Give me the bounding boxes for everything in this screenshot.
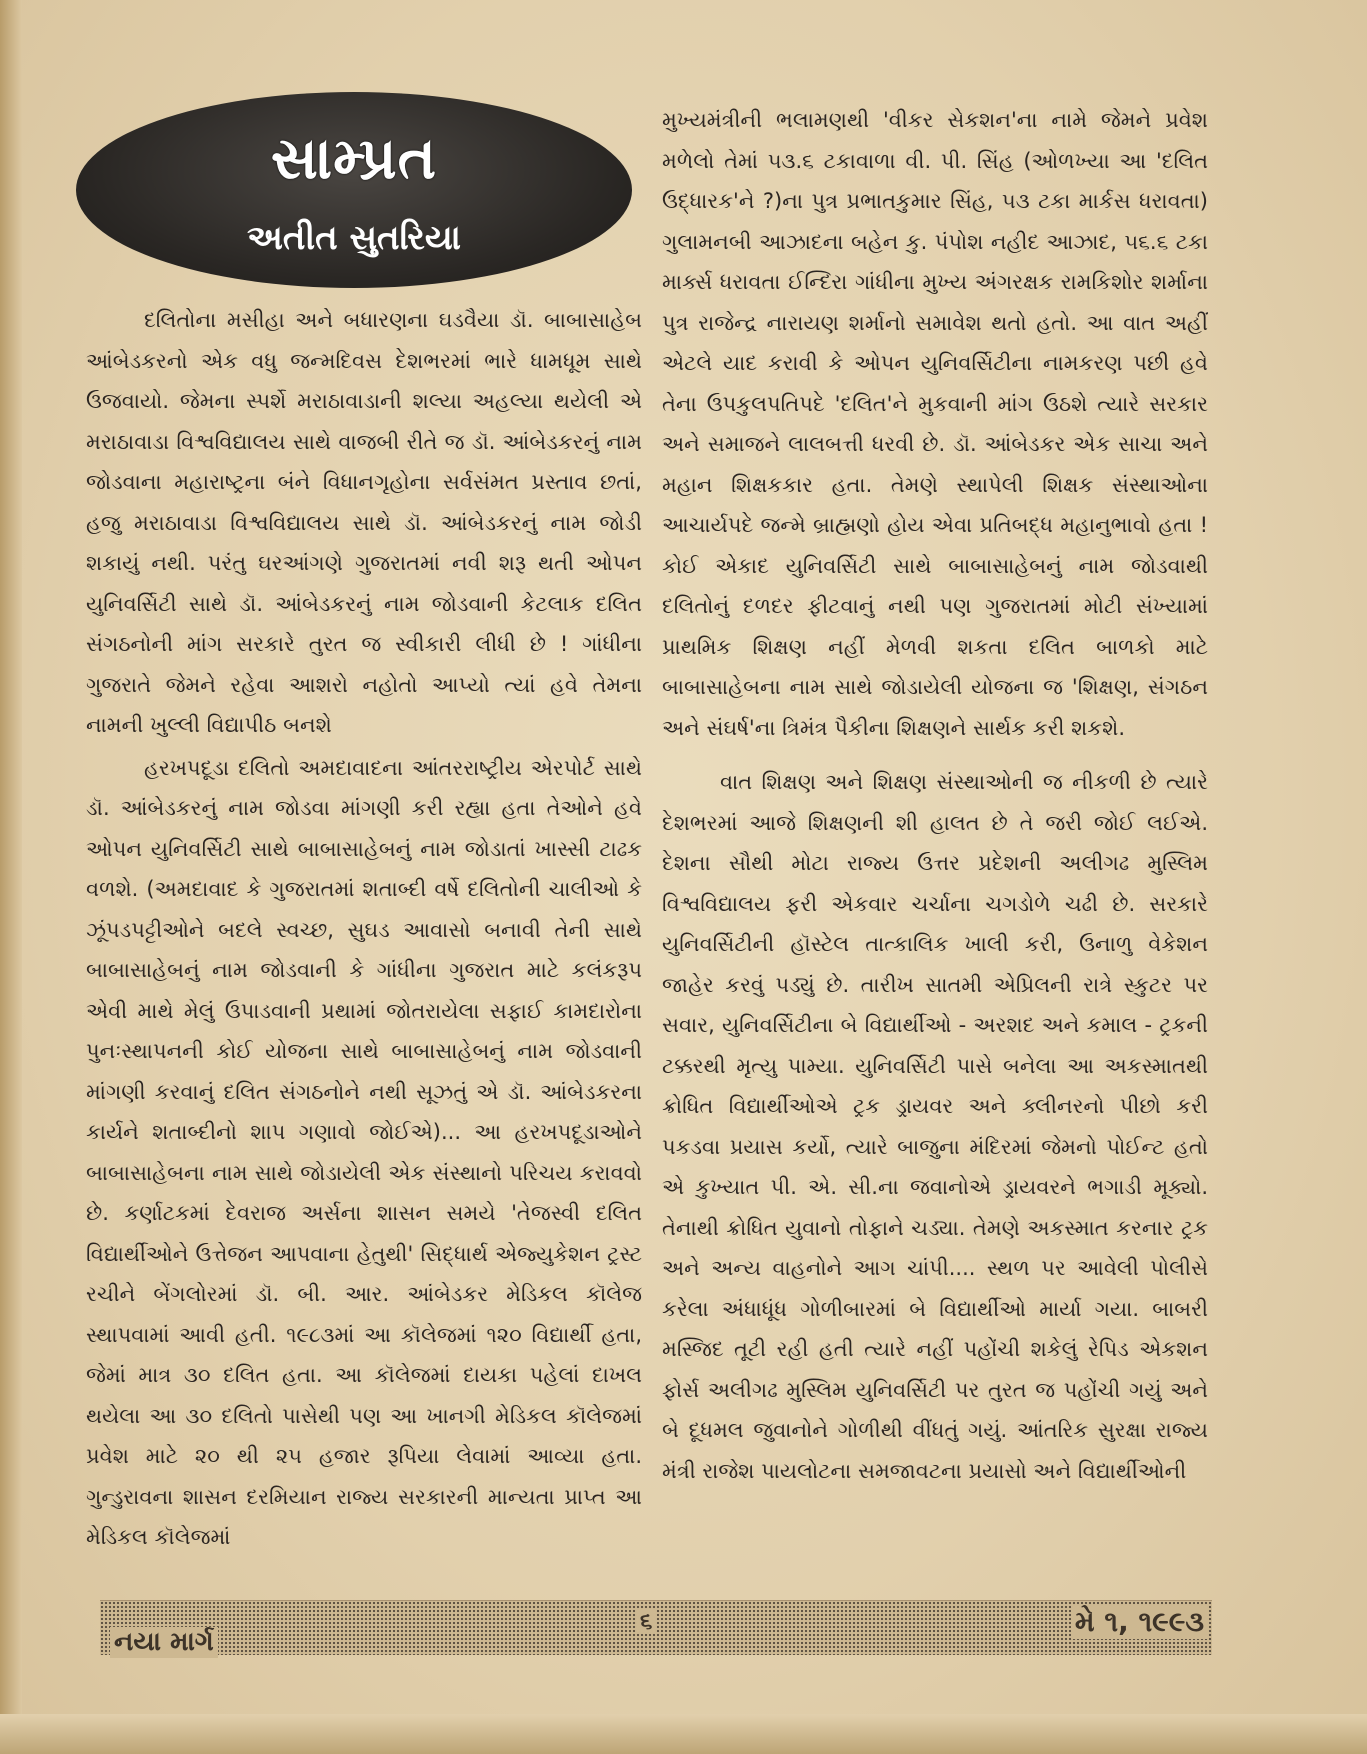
issue-date: મે ૧, ૧૯૯૩: [1071, 1605, 1208, 1639]
column-title: સામ્પ્રત: [270, 124, 438, 192]
column-header-badge: [76, 92, 632, 288]
page-edge-bottom: [0, 1714, 1367, 1754]
paragraph: વાત શિક્ષણ અને શિક્ષણ સંસ્થાઓની જ નીકળી છે ત્યારે દેશભરમાં આજે શિક્ષણની શી હાલત છે તે જરી જોઈ લઈએ. દેશના સૌથી મોટા રાજ્ય ઉત્તર પ્રદેશની અલીગઢ મુસ્લિમ વિશ્વવિદ્યાલય ફરી એકવાર ચર્ચાના ચગડોળે ચઢી છે. સરકારે યુનિવર્સિટીની હૉસ્ટેલ તાત્કાલિક ખાલી કરી, ઉનાળુ વેકેશન જાહેર કરવું પડ્યું છે. તારીખ સાતમી એપ્રિલની રાત્રે સ્કુટર પર સવાર, યુનિવર્સિટીના બે વિદ્યાર્થીઓ - અરશદ અને કમાલ - ટ્રકની ટક્કરથી મૃત્યુ પામ્યા. યુનિવર્સિટી પાસે બનેલા આ અકસ્માતથી ક્રોધિત વિદ્યાર્થીઓએ ટ્રક ડ્રાયવર અને ક્લીનરનો પીછો કરી પકડવા પ્રયાસ કર્યો, ત્યારે બાજુના મંદિરમાં જેમનો પોઈન્ટ હતો એ કુખ્યાત પી. એ. સી.ના જવાનોએ ડ્રાયવરને ભગાડી મૂક્યો. તેનાથી ક્રોધિત યુવાનો તોફાને ચડ્યા. તેમણે અકસ્માત કરનાર ટ્રક અને અન્ય વાહનોને આગ ચાંપી.... સ્થળ પર આવેલી પોલીસે કરેલા અંધાધૂંધ ગોળીબારમાં બે વિદ્યાર્થીઓ માર્યા ગયા. બાબરી મસ્જિદ તૂટી રહી હતી ત્યારે નહીં પહોંચી શકેલું રેપિડ એકશન ફોર્સ અલીગઢ મુસ્લિમ યુનિવર્સિટી પર તુરત જ પહોંચી ગયું અને બે દૂધમલ જુવાનોને ગોળીથી વીંધતું ગયું. આંતરિક સુરક્ષા રાજ્ય મંત્રી રાજેશ પાયલોટના સમજાવટના પ્રયાસો અને વિદ્યાર્થીઓની: [662, 770, 1208, 1483]
paragraph: દલિતોના મસીહા અને બધારણના ઘડવૈયા ડૉ. બાબાસાહેબ આંબેડકરનો એક વધુ જન્મદિવસ દેશભરમાં ભારે ધામધૂમ સાથે ઉજવાયો. જેમના સ્પર્શે મરાઠાવાડાની શલ્યા અહલ્યા થયેલી એ મરાઠાવાડા વિશ્વવિદ્યાલય સાથે વાજબી રીતે જ ડૉ. આંબેડકરનું નામ જોડવાના મહારાષ્ટ્રના બંને વિધાનગૃહોના સર્વસંમત પ્રસ્તાવ છતાં, હજુ મરાઠાવાડા વિશ્વવિદ્યાલય સાથે ડૉ. આંબેડકરનું નામ જોડી શકાયું નથી. પરંતુ ઘરઆંગણે ગુજરાતમાં નવી શરૂ થતી ઓપન યુનિવર્સિટી સાથે ડૉ. આંબેડકરનું નામ જોડવાની કેટલાક દલિત સંગઠનોની માંગ સરકારે તુરત જ સ્વીકારી લીધી છે ! ગાંધીના ગુજરાતે જેમને રહેવા આશરો નહોતો આપ્યો ત્યાં હવે તેમના નામની ખુલ્લી વિદ્યાપીઠ બનશે: [86, 308, 642, 737]
page-number: ૬: [636, 1609, 656, 1634]
left-column: [86, 300, 642, 1558]
paragraph: હરખપદૂડા દલિતો અમદાવાદના આંતરરાષ્ટ્રીય એરપોર્ટ સાથે ડૉ. આંબેડકરનું નામ જોડવા માંગણી કરી રહ્યા હતા તેઓને હવે ઓપન યુનિવર્સિટી સાથે બાબાસાહેબનું નામ જોડાતાં ખાસ્સી ટાઢક વળશે. (અમદાવાદ કે ગુજરાતમાં શતાબ્દી વર્ષે દલિતોની ચાલીઓ કે ઝૂંપડપટ્ટીઓને બદલે સ્વચ્છ, સુઘડ આવાસો બનાવી તેની સાથે બાબાસાહેબનું નામ જોડવાની કે ગાંધીના ગુજરાત માટે કલંકરૂપ એવી માથે મેલું ઉપાડવાની પ્રથામાં જોતરાયેલા સફાઈ કામદારોના પુનઃસ્થાપનની કોઈ યોજના સાથે બાબાસાહેબનું નામ જોડવાની માંગણી કરવાનું દલિત સંગઠનોને નથી સૂઝતું એ ડૉ. આંબેડકરના કાર્યને શતાબ્દીનો શાપ ગણાવો જોઈએ)... આ હરખપદૂડાઓને બાબાસાહેબના નામ સાથે જોડાયેલી એક સંસ્થાનો પરિચય કરાવવો છે. કર્ણાટકમાં દેવરાજ અર્સના શાસન સમયે 'તેજસ્વી દલિત વિદ્યાર્થીઓને ઉત્તેજન આપવાના હેતુથી' સિદ્ધાર્થ એજ્યુકેશન ટ્રસ્ટ રચીને બેંગલોરમાં ડૉ. બી. આર. આંબેડકર મેડિકલ કૉલેજ સ્થાપવામાં આવી હતી. ૧૯૮૩માં આ કૉલેજમાં ૧૨૦ વિદ્યાર્થી હતા, જેમાં માત્ર ૩૦ દલિત હતા. આ કૉલેજમાં દાયકા પહેલાં દાખલ થયેલા આ ૩૦ દલિતો પાસેથી પણ આ ખાનગી મેડિકલ કૉલેજમાં પ્રવેશ માટે ૨૦ થી ૨૫ હજાર રૂપિયા લેવામાં આવ્યા હતા. ગુન્ડુરાવના શાસન દરમિયાન રાજ્ય સરકારની માન્યતા પ્રાપ્ત આ મેડિકલ કૉલેજમાં: [86, 755, 642, 1549]
paragraph: મુખ્યમંત્રીની ભલામણથી 'વીકર સેકશન'ના નામે જેમને પ્રવેશ મળેલો તેમાં ૫૩.૬ ટકાવાળા વી. પી. સિંહ (ઓળખ્યા આ 'દલિત ઉદ્ધારક'ને ?)ના પુત્ર પ્રભાતકુમાર સિંહ, ૫૩ ટકા માર્કસ ધરાવતા) ગુલામનબી આઝાદના બહેન કુ. પંપોશ નહીદ આઝાદ, ૫૬.૬ ટકા માર્ક્સ ધરાવતા ઈન્દિરા ગાંધીના મુખ્ય અંગરક્ષક રામકિશોર શર્માના પુત્ર રાજેન્દ્ર નારાયણ શર્માનો સમાવેશ થતો હતો. આ વાત અહીં એટલે યાદ કરાવી કે ઓપન યુનિવર્સિટીના નામકરણ પછી હવે તેના ઉપકુલપતિપદે 'દલિત'ને મુકવાની માંગ ઉઠશે ત્યારે સરકાર અને સમાજને લાલબત્તી ધરવી છે. ડૉ. આંબેડકર એક સાચા અને મહાન શિક્ષકકાર હતા. તેમણે સ્થાપેલી શિક્ષક સંસ્થાઓના આચાર્યપદે જન્મે બ્રાહ્મણો હોય એવા પ્રતિબદ્ધ મહાનુભાવો હતા ! કોઈ એકાદ યુનિવર્સિટી સાથે બાબાસાહેબનું નામ જોડવાથી દલિતોનું દળદર ફીટવાનું નથી પણ ગુજરાતમાં મોટી સંખ્યામાં પ્રાથમિક શિક્ષણ નહીં મેળવી શકતા દલિત બાળકો માટે બાબાસાહેબના નામ સાથે જોડાયેલી યોજના જ 'શિક્ષણ, સંગઠન અને સંઘર્ષ'ના ત્રિમંત્ર પૈકીના શિક્ષણને સાર્થક કરી શકશે.: [662, 108, 1208, 740]
magazine-name: નયા માર્ગ: [110, 1627, 218, 1658]
page-footer: [100, 1600, 1212, 1655]
page-edge: [0, 0, 22, 1754]
right-column: [662, 100, 1208, 1491]
author-name: અતીત સુતરિયા: [246, 218, 462, 258]
